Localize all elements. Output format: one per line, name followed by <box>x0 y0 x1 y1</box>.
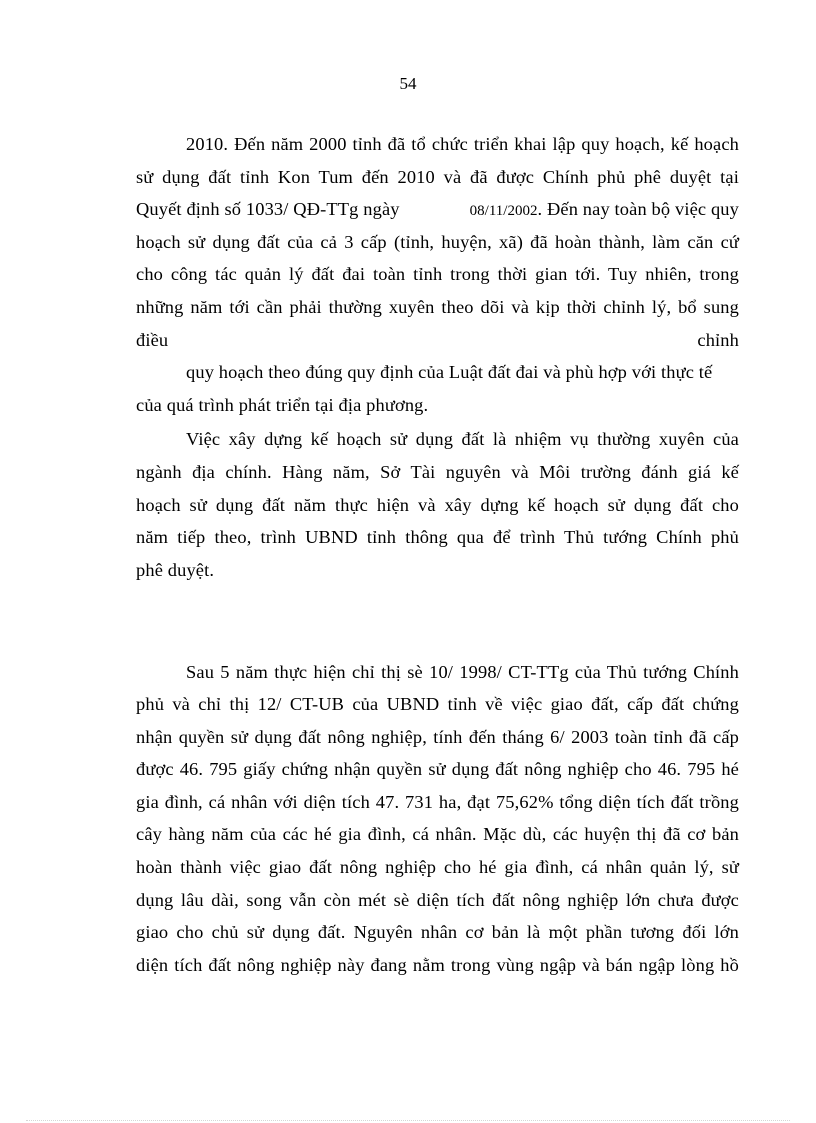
text-line: cây hàng năm của các hé gia đình, cá nhân. Mặc dù, các huyện thị đã cơ bản <box>136 824 739 845</box>
text-fragment: Quyết định số 1033/ QĐ-TTg ngày <box>136 199 400 220</box>
text-line-with-date <box>136 193 739 226</box>
heading-line <box>136 588 739 621</box>
text-line: dụng lâu dài, song vẫn còn mét sè diện tích đất nông nghiệp lớn chưa được <box>136 889 739 910</box>
text-line: hoàn thành việc giao đất nông nghiệp cho hé gia đình, cá nhân quản lý, sử <box>136 857 739 878</box>
text-line: phê duyệt. <box>136 559 215 580</box>
page-bottom-divider <box>26 1120 790 1121</box>
paragraph-land-use-planning <box>136 128 739 421</box>
text-line: diện tích đất nông nghiệp này đang nằm trong vùng ngập và bán ngập lòng hồ <box>136 954 739 975</box>
paragraph-annual-plan <box>136 423 739 586</box>
text-line: cho công tác quản lý đất đai toàn tỉnh trong thời gian tới. Tuy nhiên, trong <box>136 264 739 285</box>
text-line: 2010. Đến năm 2000 tỉnh đã tổ chức triển khai lập quy hoạch, kế hoạch <box>186 134 739 154</box>
text-line: được 46. 795 giấy chứng nhận quyền sử dụng đất nông nghiệp cho 46. 795 hé <box>136 759 739 780</box>
text-line: sử dụng đất tỉnh Kon Tum đến 2010 và đã được Chính phủ phê duyệt tại <box>136 166 739 187</box>
text-fragment: chỉnh <box>697 329 739 350</box>
text-line: ngành địa chính. Hàng năm, Sở Tài nguyên và Môi trường đánh giá kế <box>136 461 739 482</box>
text-line: năm tiếp theo, trình UBND tỉnh thông qua để trình Thủ tướng Chính phủ <box>136 527 739 548</box>
text-line: phủ và chỉ thị 12/ CT-UB của UBND tỉnh về việc giao đất, cấp đất chứng <box>136 694 739 715</box>
text-line: hoạch sử dụng đất năm thực hiện và xây dựng kế hoạch sử dụng đất cho <box>136 494 739 515</box>
paragraph-certificates <box>136 656 739 982</box>
text-fragment: . Đến nay toàn bộ việc quy <box>537 199 739 220</box>
text-fragment: điều <box>136 329 169 350</box>
text-line: quy hoạch theo đúng quy định của Luật đất đai và phù hợp với thực tế <box>186 362 713 383</box>
text-fragment-with-date <box>470 193 739 226</box>
text-line: gia đình, cá nhân với diện tích 47. 731 ha, đạt 75,62% tổng diện tích đất trồng <box>136 791 739 812</box>
section-heading-land-allocation <box>136 588 739 653</box>
decision-date: 08/11/2002 <box>469 203 538 220</box>
page-number: 54 <box>399 74 417 93</box>
text-line: của quá trình phát triển tại địa phương. <box>136 394 429 415</box>
text-line: nhận quyền sử dụng đất nông nghiệp, tính đến tháng 6/ 2003 toàn tỉnh đã cấp <box>136 726 739 747</box>
text-line: những năm tới cần phải thường xuyên theo dõi và kịp thời chỉnh lý, bổ sung <box>136 296 739 317</box>
heading-line <box>136 621 739 654</box>
text-line-split <box>136 324 739 357</box>
text-line: giao cho chủ sử dụng đất. Nguyên nhân cơ bản là một phần tương đối lớn <box>136 922 739 943</box>
text-line: Sau 5 năm thực hiện chỉ thị sè 10/ 1998/ CT-TTg của Thủ tướng Chính <box>186 661 739 682</box>
text-line: Việc xây dựng kế hoạch sử dụng đất là nhiệm vụ thường xuyên của <box>186 429 739 450</box>
text-line: hoạch sử dụng đất của cả 3 cấp (tỉnh, huyện, xã) đã hoàn thành, làm căn cứ <box>136 231 739 252</box>
page-body <box>136 128 739 981</box>
